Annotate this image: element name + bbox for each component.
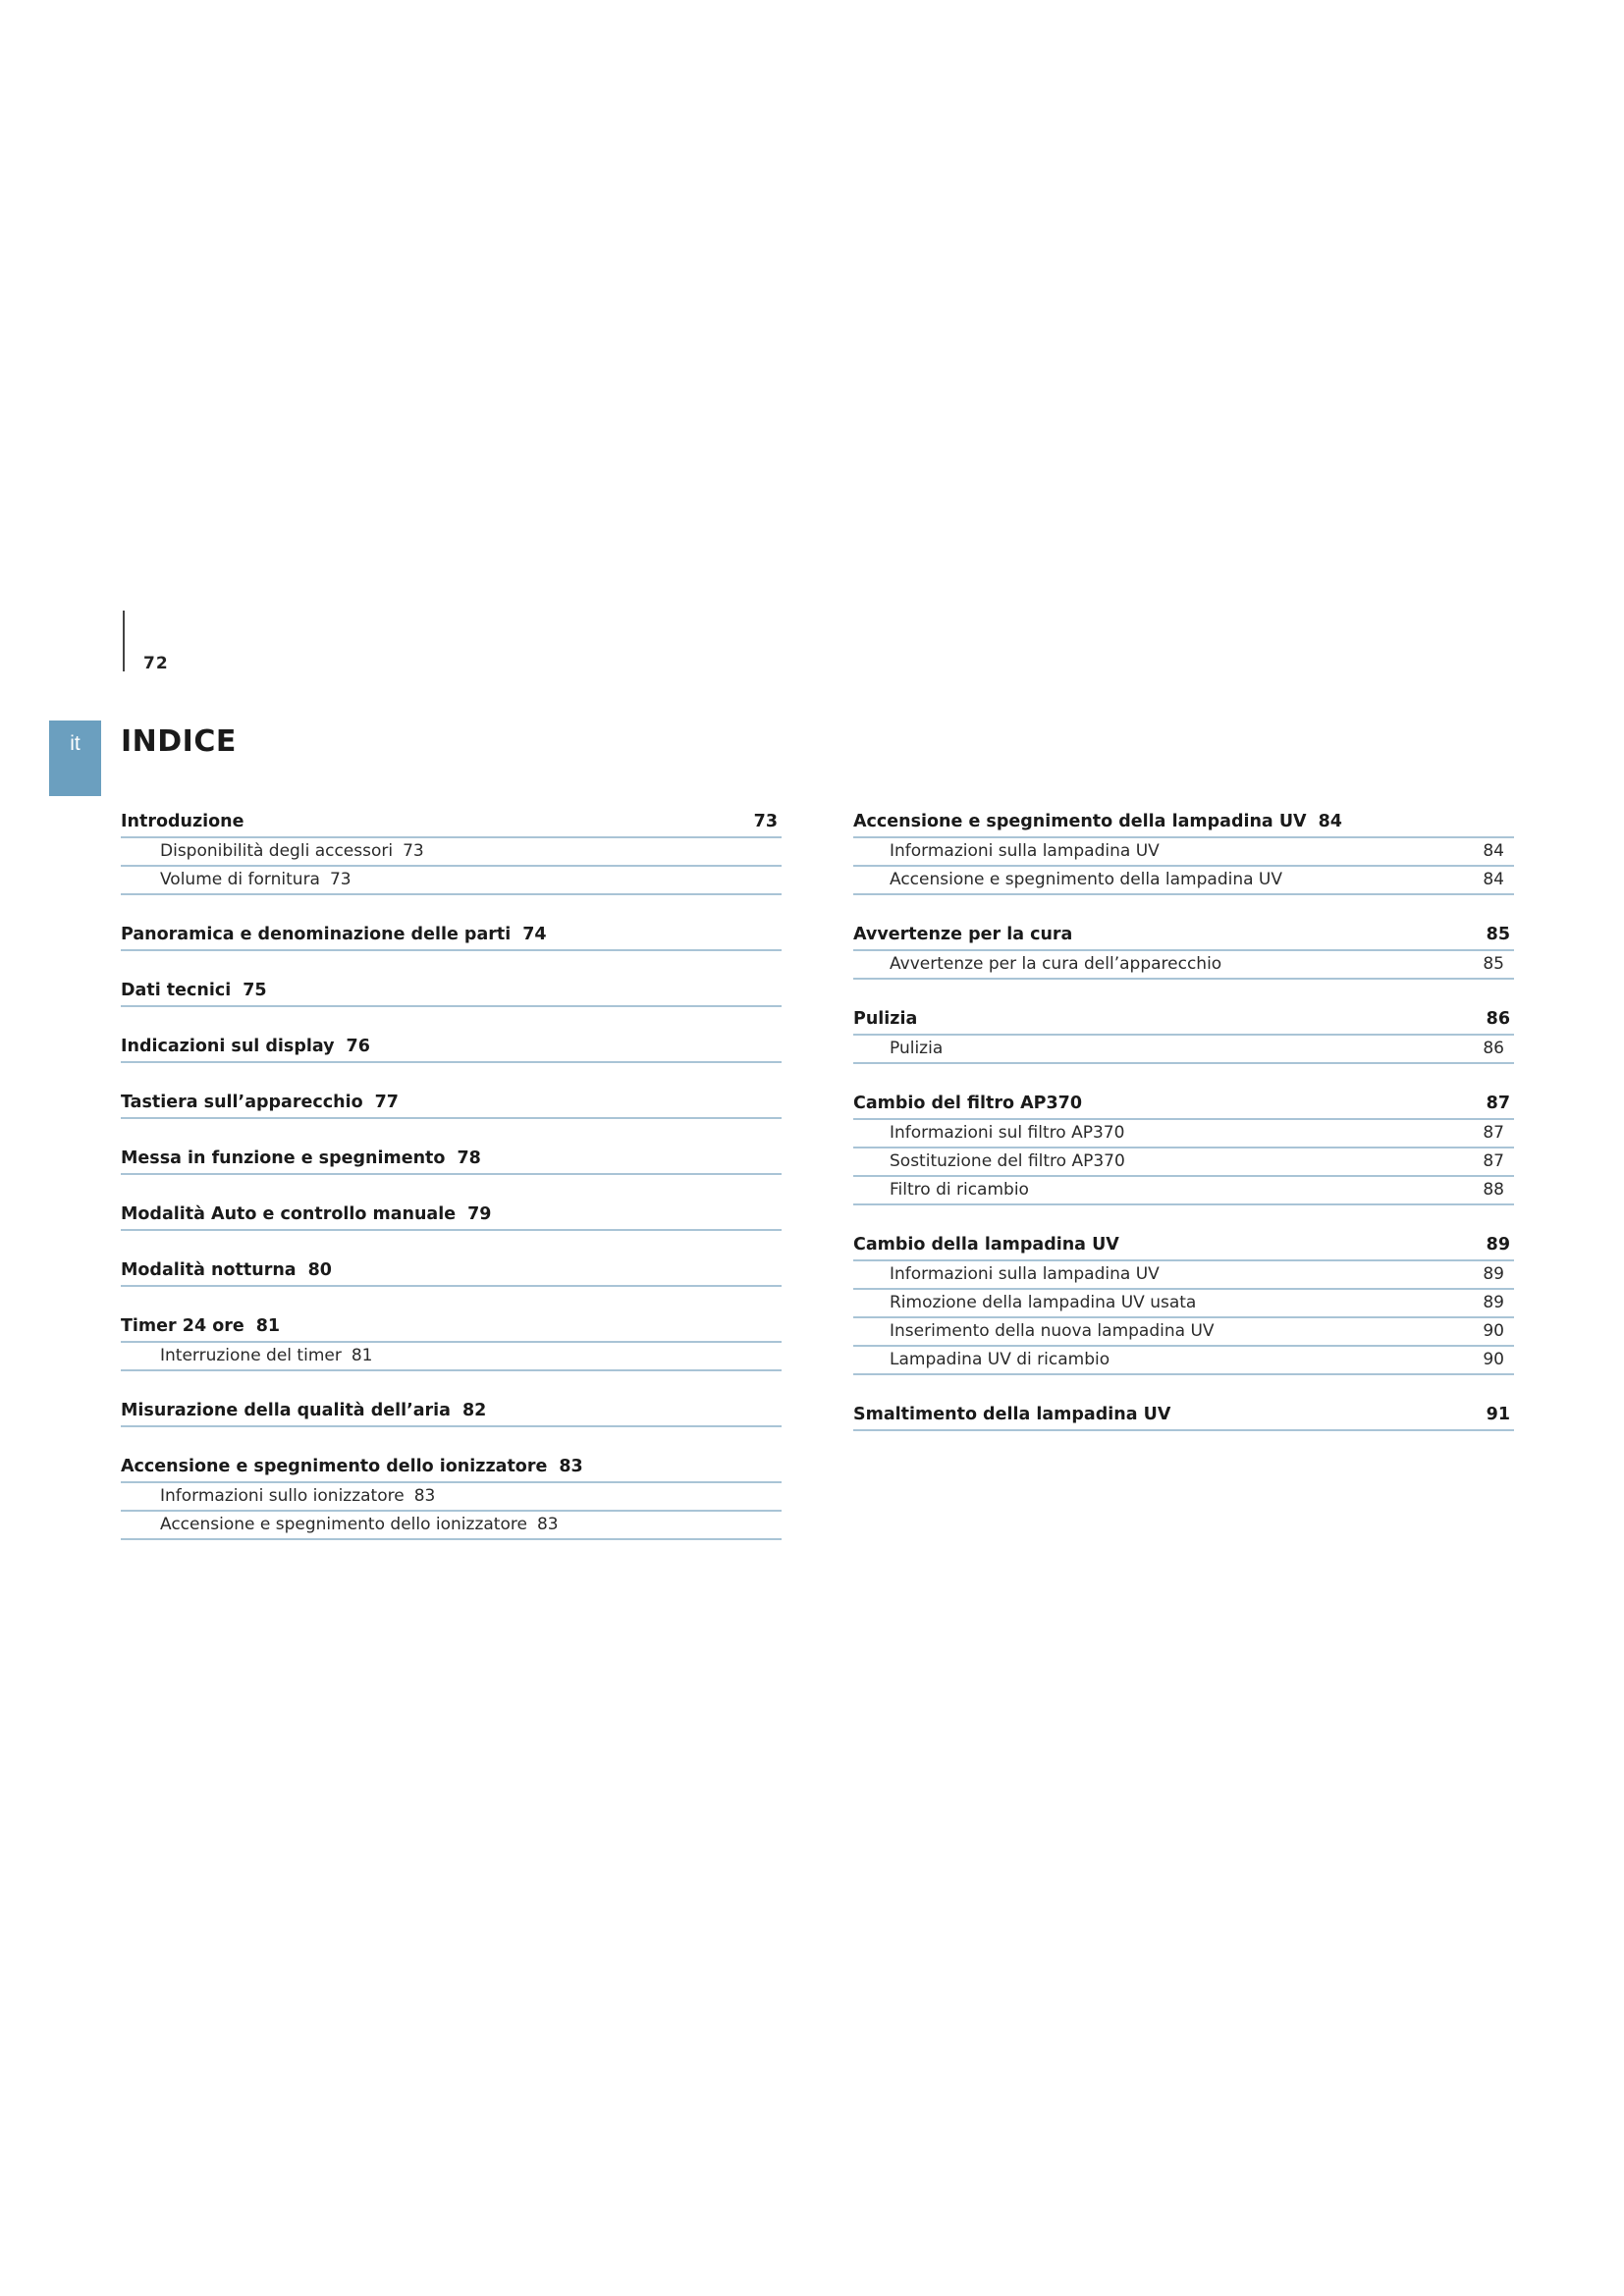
toc-section-page: 78 — [457, 1148, 481, 1168]
toc-subsection-title: Interruzione del timer — [160, 1346, 342, 1365]
toc-section-page: 74 — [522, 925, 547, 944]
page-title: INDICE — [121, 724, 237, 759]
toc-subsection-row[interactable] — [853, 838, 1514, 867]
toc-subsection-row[interactable] — [853, 1290, 1514, 1318]
toc-section-heading[interactable] — [853, 1004, 1514, 1036]
toc-subsection-row[interactable] — [121, 1343, 782, 1371]
toc-subsection-title-wrap — [160, 867, 352, 893]
toc-subsection-page: 89 — [1483, 1264, 1504, 1284]
toc-section-page: 79 — [467, 1204, 492, 1224]
toc-section-title-wrap — [121, 1032, 370, 1061]
toc-section-heading[interactable] — [121, 976, 782, 1007]
toc-section-misurazione-della-qualita-dell-aria — [121, 1396, 782, 1427]
toc-section-heading[interactable] — [121, 1452, 782, 1483]
toc-section-modalita-auto-e-controllo-manuale — [121, 1200, 782, 1231]
toc-left-column — [121, 807, 782, 1565]
toc-section-title: Introduzione — [121, 812, 244, 831]
toc-section-title-wrap — [121, 1144, 481, 1173]
toc-section-page: 85 — [1486, 925, 1510, 944]
toc-section-title-wrap — [121, 1200, 491, 1229]
toc-section-title-wrap — [121, 1088, 399, 1117]
toc-subsection-title: Pulizia — [890, 1039, 944, 1058]
toc-section-heading[interactable] — [121, 1144, 782, 1175]
toc-subsection-page: 81 — [351, 1346, 373, 1365]
toc-section-page: 87 — [1486, 1094, 1510, 1113]
toc-subsection-page: 83 — [536, 1515, 559, 1534]
toc-section-heading[interactable] — [121, 807, 782, 838]
toc-right-column — [853, 807, 1514, 1456]
toc-subsection-page: 88 — [1483, 1180, 1504, 1200]
toc-section-heading[interactable] — [121, 920, 782, 951]
toc-section-title-wrap — [853, 920, 1072, 949]
toc-section-page: 81 — [255, 1316, 281, 1336]
toc-section-heading[interactable] — [121, 1255, 782, 1287]
toc-subsection-row[interactable] — [853, 951, 1514, 980]
toc-subsection-title-wrap — [160, 1343, 372, 1369]
toc-section-cambio-della-lampadina-uv — [853, 1230, 1514, 1375]
toc-section-indicazioni-sul-display — [121, 1032, 782, 1063]
toc-subsection-row[interactable] — [853, 1347, 1514, 1375]
toc-section-heading[interactable] — [121, 1088, 782, 1119]
toc-section-page: 84 — [1318, 812, 1342, 831]
toc-subsection-row[interactable] — [853, 1318, 1514, 1347]
toc-section-title: Timer 24 ore — [121, 1316, 244, 1336]
toc-section-messa-in-funzione-e-spegnimento — [121, 1144, 782, 1175]
toc-subsection-row[interactable] — [853, 1036, 1514, 1064]
toc-subsection-title: Informazioni sulla lampadina UV — [890, 841, 1160, 861]
toc-section-title-wrap — [853, 1400, 1170, 1429]
toc-section-title-wrap — [121, 976, 267, 1005]
toc-section-title: Smaltimento della lampadina UV — [853, 1405, 1171, 1424]
toc-subsection-title: Volume di fornitura — [160, 870, 320, 889]
toc-subsection-page: 90 — [1483, 1321, 1504, 1341]
toc-section-heading[interactable] — [121, 1396, 782, 1427]
toc-section-title: Tastiera sull’apparecchio — [121, 1093, 363, 1112]
toc-section-page: 82 — [462, 1401, 487, 1420]
toc-subsection-page: 73 — [403, 841, 424, 861]
toc-section-title-wrap — [853, 1004, 917, 1034]
toc-subsection-title: Sostituzione del filtro AP370 — [890, 1151, 1125, 1171]
toc-section-title: Messa in funzione e spegnimento — [121, 1148, 446, 1168]
toc-section-title-wrap — [121, 1311, 280, 1341]
toc-section-heading[interactable] — [121, 1200, 782, 1231]
toc-section-title-wrap — [853, 807, 1342, 836]
toc-section-title: Cambio del filtro AP370 — [853, 1094, 1082, 1113]
toc-section-title-wrap — [121, 920, 547, 949]
toc-section-title: Avvertenze per la cura — [853, 925, 1073, 944]
page-marker-line — [123, 611, 125, 671]
toc-section-page: 91 — [1486, 1405, 1510, 1424]
toc-section-pulizia — [853, 1004, 1514, 1064]
toc-subsection-title-wrap — [160, 1512, 559, 1538]
toc-section-title: Panoramica e denominazione delle parti — [121, 925, 512, 944]
toc-section-cambio-del-filtro-ap370 — [853, 1089, 1514, 1205]
toc-subsection-row[interactable] — [121, 838, 782, 867]
toc-subsection-row[interactable] — [853, 1120, 1514, 1148]
toc-section-heading[interactable] — [121, 1032, 782, 1063]
toc-subsection-title: Lampadina UV di ricambio — [890, 1350, 1110, 1369]
toc-section-heading[interactable] — [853, 1089, 1514, 1120]
toc-section-page: 73 — [753, 812, 778, 831]
toc-section-heading[interactable] — [853, 1400, 1514, 1431]
toc-section-page: 75 — [243, 981, 267, 1000]
toc-subsection-page: 84 — [1483, 870, 1504, 889]
toc-subsection-title: Accensione e spegnimento dello ionizzatore — [160, 1515, 527, 1534]
toc-section-page: 83 — [559, 1457, 583, 1476]
toc-subsection-title: Disponibilità degli accessori — [160, 841, 394, 861]
toc-subsection-page: 84 — [1483, 841, 1504, 861]
toc-section-heading[interactable] — [853, 1230, 1514, 1261]
toc-section-smaltimento-della-lampadina-uv — [853, 1400, 1514, 1431]
toc-section-title-wrap — [121, 1255, 332, 1285]
toc-section-title: Accensione e spegnimento dello ionizzatore — [121, 1457, 548, 1476]
toc-subsection-row[interactable] — [121, 1483, 782, 1512]
toc-subsection-page: 86 — [1483, 1039, 1504, 1058]
toc-subsection-title: Informazioni sulla lampadina UV — [890, 1264, 1160, 1284]
toc-section-title: Accensione e spegnimento della lampadina UV — [853, 812, 1307, 831]
toc-section-heading[interactable] — [121, 1311, 782, 1343]
toc-subsection-title: Avvertenze per la cura dell’apparecchio — [890, 954, 1222, 974]
toc-subsection-row[interactable] — [121, 867, 782, 895]
toc-subsection-page: 83 — [413, 1486, 436, 1506]
toc-section-heading[interactable] — [853, 807, 1514, 838]
toc-subsection-title: Accensione e spegnimento della lampadina UV — [890, 870, 1283, 889]
toc-section-title: Pulizia — [853, 1009, 918, 1029]
toc-section-accensione-e-spegnimento-dello-ionizzatore — [121, 1452, 782, 1540]
toc-subsection-row[interactable] — [121, 1512, 782, 1540]
language-tab: it — [49, 721, 101, 796]
toc-subsection-title: Filtro di ricambio — [890, 1180, 1029, 1200]
toc-subsection-title: Informazioni sul filtro AP370 — [890, 1123, 1125, 1143]
toc-subsection-row[interactable] — [853, 1261, 1514, 1290]
toc-section-title: Modalità Auto e controllo manuale — [121, 1204, 457, 1224]
toc-subsection-row[interactable] — [853, 1177, 1514, 1205]
toc-section-title: Misurazione della qualità dell’aria — [121, 1401, 451, 1420]
toc-section-title: Modalità notturna — [121, 1260, 297, 1280]
toc-subsection-page: 90 — [1483, 1350, 1504, 1369]
toc-section-modalita-notturna — [121, 1255, 782, 1287]
toc-subsection-page: 73 — [329, 870, 352, 889]
toc-section-title-wrap — [853, 1230, 1119, 1259]
toc-section-introduzione — [121, 807, 782, 895]
toc-subsection-page: 89 — [1483, 1293, 1504, 1312]
toc-section-page: 76 — [346, 1037, 370, 1056]
toc-section-tastiera-sull-apparecchio — [121, 1088, 782, 1119]
toc-subsection-page: 85 — [1483, 954, 1504, 974]
toc-section-page: 77 — [374, 1093, 399, 1112]
toc-section-avvertenze-per-la-cura — [853, 920, 1514, 980]
toc-subsection-title: Rimozione della lampadina UV usata — [890, 1293, 1197, 1312]
toc-section-title: Indicazioni sul display — [121, 1037, 335, 1056]
toc-subsection-page: 87 — [1483, 1123, 1504, 1143]
toc-subsection-page: 87 — [1483, 1151, 1504, 1171]
toc-section-heading[interactable] — [853, 920, 1514, 951]
toc-section-title-wrap — [121, 1452, 583, 1481]
toc-section-accensione-e-spegnimento-della-lampadina-uv — [853, 807, 1514, 895]
toc-subsection-row[interactable] — [853, 867, 1514, 895]
toc-section-page: 80 — [307, 1260, 332, 1280]
toc-section-panoramica-e-denominazione-delle-parti — [121, 920, 782, 951]
toc-section-title-wrap — [121, 1396, 486, 1425]
toc-subsection-title: Informazioni sullo ionizzatore — [160, 1486, 405, 1506]
toc-section-timer-24-ore — [121, 1311, 782, 1371]
toc-section-dati-tecnici — [121, 976, 782, 1007]
toc-subsection-title-wrap — [160, 838, 424, 865]
toc-section-title: Dati tecnici — [121, 981, 232, 1000]
page-number: 72 — [143, 654, 169, 673]
toc-section-title-wrap — [121, 807, 244, 836]
toc-section-title: Cambio della lampadina UV — [853, 1235, 1119, 1255]
toc-section-page: 89 — [1486, 1235, 1510, 1255]
toc-subsection-title: Inserimento della nuova lampadina UV — [890, 1321, 1215, 1341]
toc-section-page: 86 — [1486, 1009, 1510, 1029]
toc-subsection-title-wrap — [160, 1483, 435, 1510]
toc-section-title-wrap — [853, 1089, 1082, 1118]
toc-subsection-row[interactable] — [853, 1148, 1514, 1177]
